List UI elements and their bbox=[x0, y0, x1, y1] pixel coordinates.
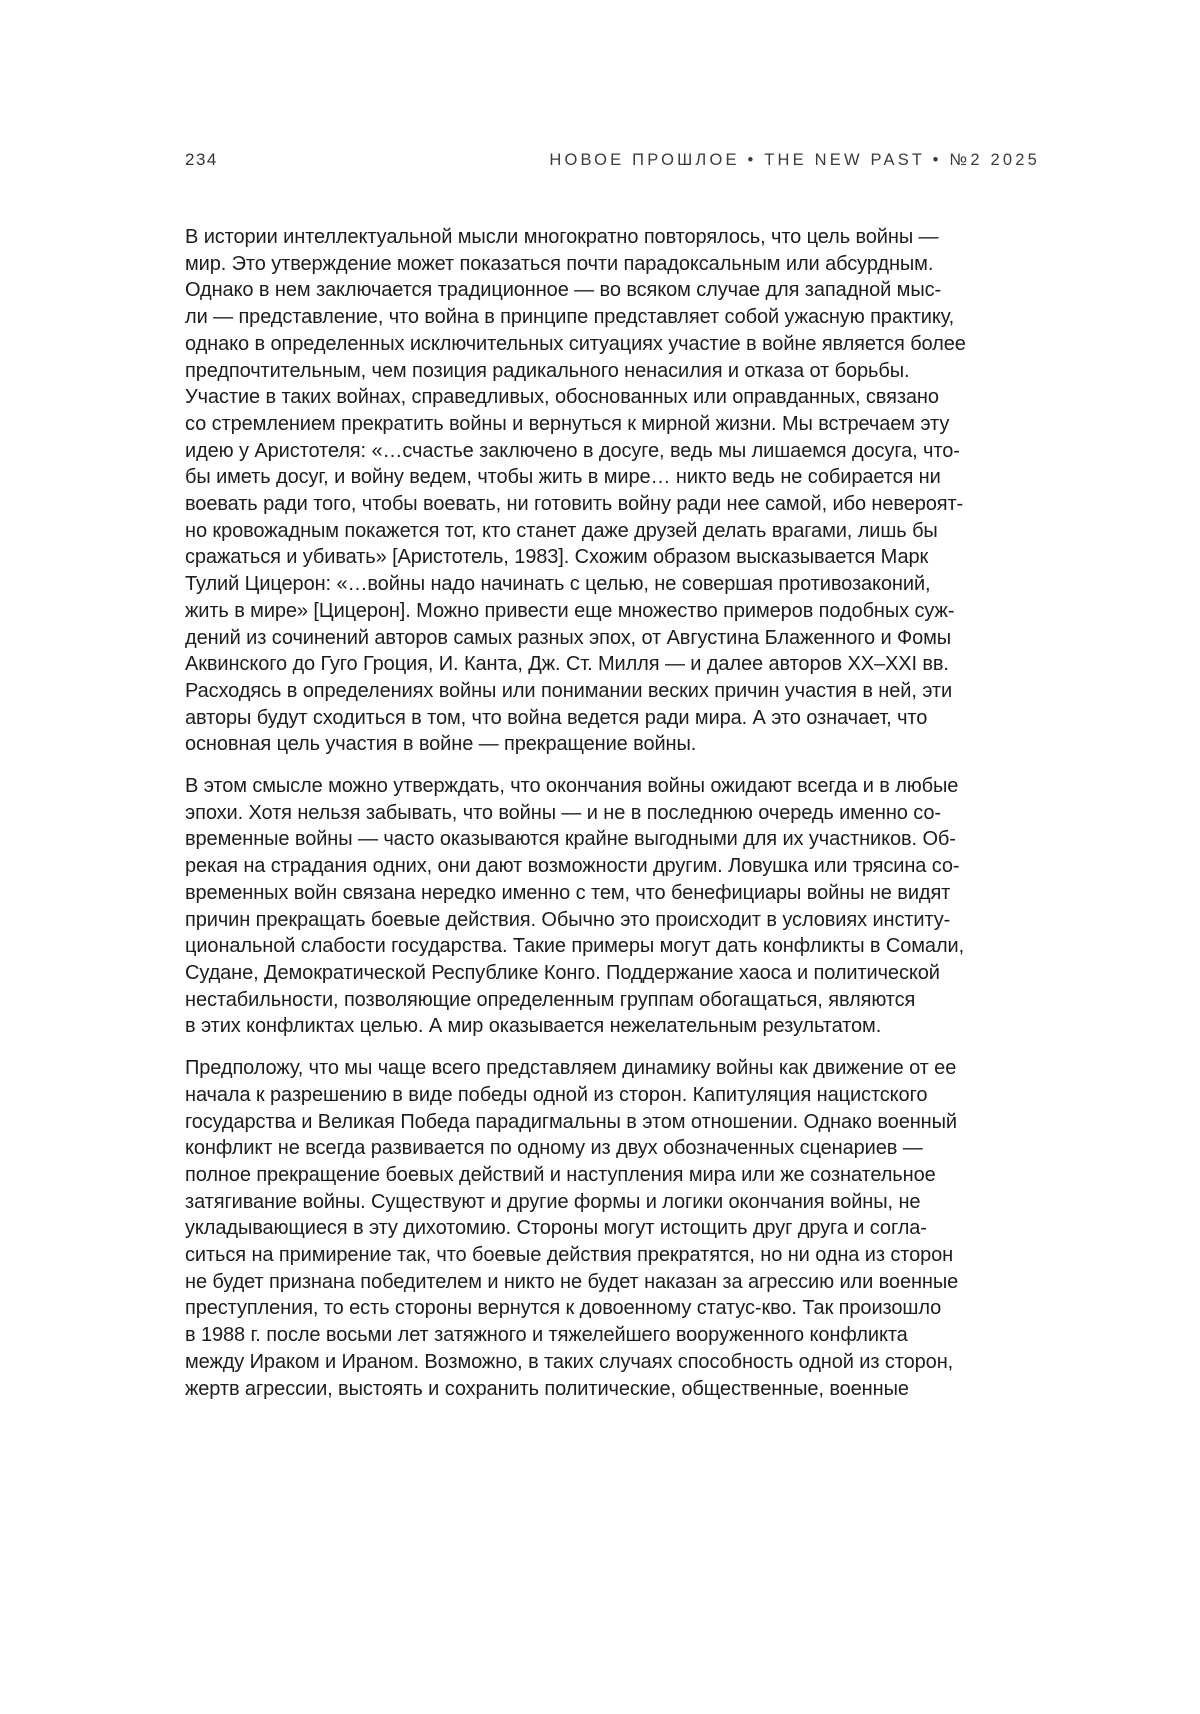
journal-title: НОВОЕ ПРОШЛОЕ • THE NEW PAST • №2 2025 bbox=[549, 151, 1040, 169]
paragraph-3: Предположу, что мы чаще всего представляем динамику войны как движение от ее начала к разрешению в виде победы одной из сторон. Капитуляция нацистского государства и Великая Победа парадигмальны в этом отношении. Однако военный конфликт не всегда развивается по одному из двух обозначенных сценариев — полное прекращение боевых действий и наступления мира или же сознательное затягивание войны. Существуют и другие формы и логики окончания войны, не укладывающиеся в эту дихотомию. Стороны могут истощить друг друга и согла- ситься на примирение так, что боевые действия прекратятся, но ни одна из сторон не будет признана победителем и никто не будет наказан за агрессию или военные преступления, то есть стороны вернутся к довоенному статус-кво. Так произошло в 1988 г. после восьми лет затяжного и тяжелейшего вооруженного конфликта между Ираком и Ираном. Возможно, в таких случаях способность одной из сторон, жертв агрессии, выстоять и сохранить политические, общественные, военные bbox=[185, 1057, 959, 1400]
article-body bbox=[185, 224, 1065, 1417]
page-number: 234 bbox=[185, 150, 218, 169]
paragraph-1: В истории интеллектуальной мысли многократно повторялось, что цель войны — мир. Это утверждение может показаться почти парадоксальным или абсурдным. Однако в нем заключается традиционное — во всяком случае для западной мыс- ли — представление, что война в принципе представляет собой ужасную практику, однако в определенных исключительных ситуациях участие в войне является более предпочтительным, чем позиция радикального ненасилия и отказа от борьбы. Участие в таких войнах, справедливых, обоснованных или оправданных, связано со стремлением прекратить войны и вернуться к мирной жизни. Мы встречаем эту идею у Аристотеля: «…счастье заключено в досуге, ведь мы лишаемся досуга, что- бы иметь досуг, и войну ведем, чтобы жить в мире… никто ведь не собирается ни воевать ради того, чтобы воевать, ни готовить войну ради нее самой, ибо невероят- но кровожадным покажется тот, кто станет даже друзей делать врагами, лишь бы сражаться и убивать» [Аристотель, 1983]. Схожим образом высказывается Марк Тулий Цицерон: «…войны надо начинать с целью, не совершая противозаконий, жить в мире» [Цицерон]. Можно привести еще множество примеров подобных суж- дений из сочинений авторов самых разных эпох, от Августина Блаженного и Фомы Аквинского до Гуго Гроция, И. Канта, Дж. Ст. Милля — и далее авторов XX–XXI вв. Расходясь в определениях войны или понимании веских причин участия в ней, эти авторы будут сходиться в том, что война ведется ради мира. А это означает, что основная цель участия в войне — прекращение войны. bbox=[185, 226, 966, 756]
paragraph-2: В этом смысле можно утверждать, что окончания войны ожидают всегда и в любые эпохи. Хотя нельзя забывать, что войны — и не в последнюю очередь именно со- временные войны — часто оказываются крайне выгодными для их участников. Об- рекая на страдания одних, они дают возможности другим. Ловушка или трясина со- временных войн связана нередко именно с тем, что бенефициары войны не видят причин прекращать боевые действия. Обычно это происходит в условиях институ- циональной слабости государства. Такие примеры могут дать конфликты в Сомали, Судане, Демократической Республике Конго. Поддержание хаоса и политической нестабильности, позволяющие определенным группам обогащаться, являются в этих конфликтах целью. А мир оказывается нежелательным результатом. bbox=[185, 775, 965, 1038]
running-head bbox=[185, 150, 1040, 170]
